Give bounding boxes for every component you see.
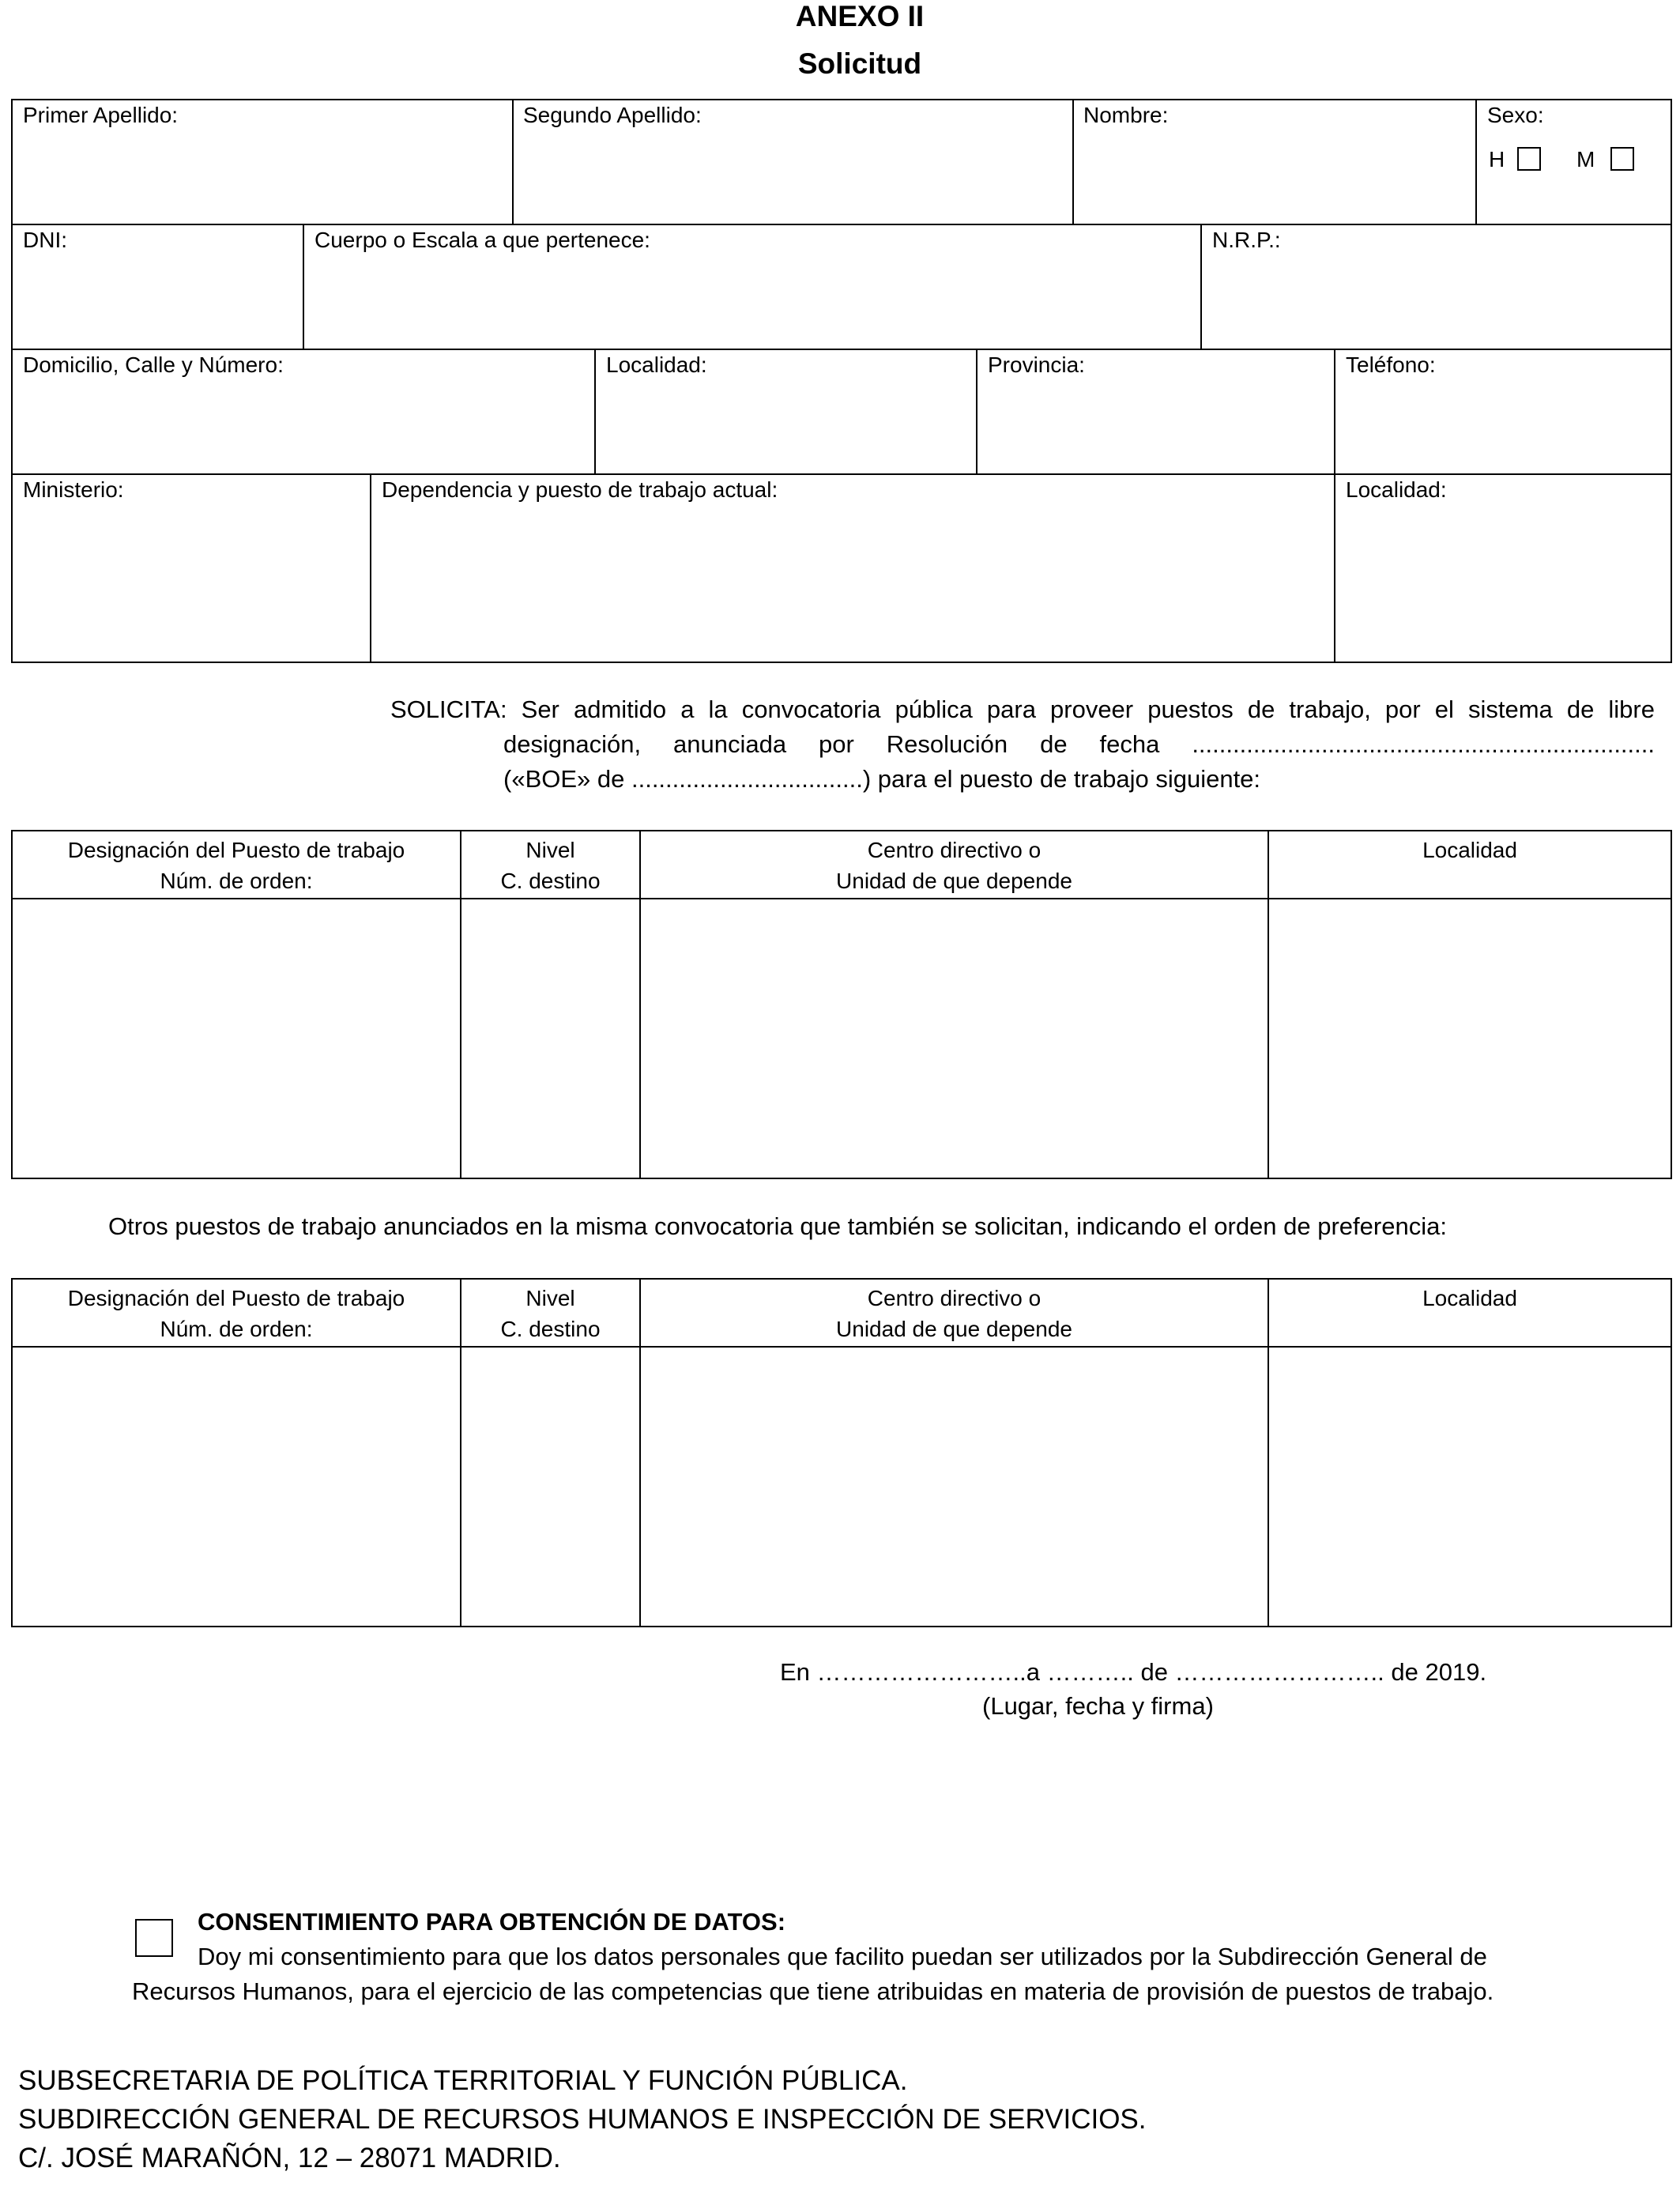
footer-line: SUBDIRECCIÓN GENERAL DE RECURSOS HUMANOS E INSPECCIÓN DE SERVICIOS. <box>18 2104 1147 2135</box>
solicita-line: designación, anunciada por Resolución de fecha .................................................................... <box>503 730 1655 758</box>
col-divider <box>976 349 977 474</box>
header-text: C. destino <box>500 1317 601 1341</box>
col-divider <box>1475 99 1477 224</box>
consent-text-line: Recursos Humanos, para el ejercicio de las competencias que tiene atribuidas en materia de provisión de puestos de trabajo. <box>132 1977 1494 2005</box>
col-divider <box>1334 473 1335 663</box>
localidad-actual-label: Localidad: <box>1346 477 1447 502</box>
table-header-divider <box>11 898 1672 899</box>
col-divider <box>594 349 596 474</box>
sexo-m-checkbox[interactable] <box>1610 147 1634 171</box>
otros-puestos-text: Otros puestos de trabajo anunciados en la misma convocatoria que también se solicitan, indicando el orden de preferencia: <box>108 1212 1447 1240</box>
consent-checkbox[interactable] <box>135 1919 173 1957</box>
sexo-m-label: M <box>1576 147 1595 172</box>
header-text: Unidad de que depende <box>836 1317 1072 1341</box>
solicita-line: («BOE» de ..................................) para el puesto de trabajo siguiente: <box>503 765 1261 793</box>
sexo-h-label: H <box>1489 147 1505 172</box>
col-divider <box>1334 349 1335 474</box>
footer-line: C/. JOSÉ MARAÑÓN, 12 – 28071 MADRID. <box>18 2143 561 2173</box>
provincia-label: Provincia: <box>988 352 1085 377</box>
primer-apellido-label: Primer Apellido: <box>23 103 179 127</box>
row-divider <box>11 224 1672 225</box>
sexo-label: Sexo: <box>1487 103 1544 127</box>
header-text: Centro directivo o <box>867 1286 1042 1310</box>
table-header-localidad <box>1268 1278 1672 1314</box>
solicita-line: SOLICITA: Ser admitido a la convocatoria pública para proveer puestos de trabajo, por el sistema de libre <box>390 696 1655 723</box>
telefono-label: Teléfono: <box>1346 352 1436 377</box>
dependencia-label: Dependencia y puesto de trabajo actual: <box>382 477 778 502</box>
col-divider <box>512 99 514 224</box>
table-header-divider <box>11 1346 1672 1348</box>
nrp-label: N.R.P.: <box>1212 228 1281 252</box>
annex-title: ANEXO II <box>795 0 925 32</box>
domicilio-label: Domicilio, Calle y Número: <box>23 352 284 377</box>
table-header-nivel <box>460 830 641 896</box>
localidad-label: Localidad: <box>606 352 707 377</box>
signature-line: En ……………………..a ……….. de …………………….. de 2019. <box>780 1658 1487 1686</box>
table-header-designacion <box>11 830 461 896</box>
row-divider <box>11 473 1672 475</box>
primer-apellido-field[interactable] <box>515 130 1068 221</box>
header-text: Designación del Puesto de trabajo <box>67 838 405 862</box>
table-header-nivel <box>460 1278 641 1344</box>
row-divider <box>11 349 1672 350</box>
header-text: Unidad de que depende <box>836 869 1072 893</box>
dni-label: DNI: <box>23 228 67 252</box>
table-header-centro <box>639 1278 1269 1344</box>
signature-caption: (Lugar, fecha y firma) <box>982 1692 1214 1720</box>
col-divider <box>303 224 304 349</box>
header-text: Núm. de orden: <box>160 1317 313 1341</box>
footer-line: SUBSECRETARIA DE POLÍTICA TERRITORIAL Y FUNCIÓN PÚBLICA. <box>18 2065 908 2096</box>
sexo-h-checkbox[interactable] <box>1517 147 1541 171</box>
header-text: Localidad <box>1422 1286 1517 1310</box>
col-divider <box>1072 99 1074 224</box>
table-header-designacion <box>11 1278 461 1344</box>
header-text: Nivel <box>525 838 575 862</box>
col-divider <box>370 473 371 663</box>
table-header-localidad <box>1268 830 1672 865</box>
table-header-centro <box>639 830 1269 896</box>
header-text: Nivel <box>525 1286 575 1310</box>
consent-text-line: Doy mi consentimiento para que los datos personales que facilito puedan ser utilizados por la Subdirección General de <box>198 1943 1487 1970</box>
header-text: Localidad <box>1422 838 1517 862</box>
page-subtitle: Solicitud <box>797 47 922 80</box>
ministerio-label: Ministerio: <box>23 477 124 502</box>
header-text: Núm. de orden: <box>160 869 313 893</box>
header-text: Designación del Puesto de trabajo <box>67 1286 405 1310</box>
header-text: Centro directivo o <box>867 838 1042 862</box>
header-text: C. destino <box>500 869 601 893</box>
cuerpo-escala-label: Cuerpo o Escala a que pertenece: <box>315 228 650 252</box>
segundo-apellido-label: Segundo Apellido: <box>523 103 702 127</box>
col-divider <box>1200 224 1202 349</box>
consent-title: CONSENTIMIENTO PARA OBTENCIÓN DE DATOS: <box>198 1908 786 1936</box>
nombre-label: Nombre: <box>1083 103 1169 127</box>
